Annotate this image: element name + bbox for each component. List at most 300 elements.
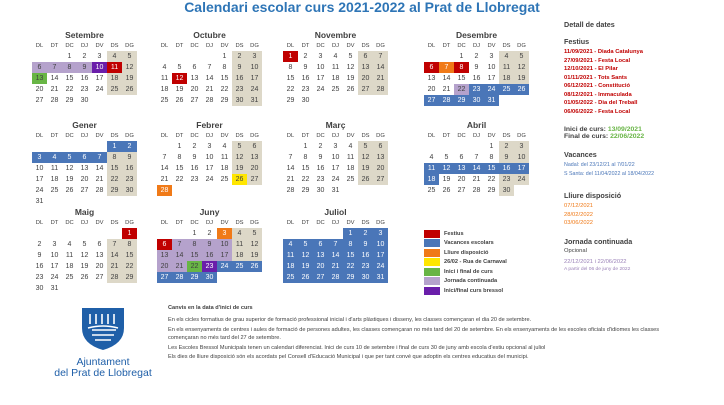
weekday-label: DJ bbox=[80, 133, 89, 139]
end-value: 22/06/2022 bbox=[610, 133, 645, 140]
week-row bbox=[424, 174, 529, 185]
day-cell: 24 bbox=[217, 261, 232, 272]
weekday-label: DV bbox=[95, 133, 104, 139]
day-cell: 13 bbox=[358, 62, 373, 73]
week-row bbox=[424, 163, 529, 174]
day-cell: 24 bbox=[35, 187, 44, 194]
day-cell: 5 bbox=[514, 51, 529, 62]
day-cell: 14 bbox=[442, 75, 451, 82]
day-cell: 23 bbox=[202, 261, 217, 272]
empty-cell bbox=[62, 283, 77, 294]
month-name: Juliol bbox=[324, 207, 347, 217]
day-cell: 11 bbox=[220, 154, 229, 161]
empty-cell bbox=[514, 95, 529, 106]
day-cell: 3 bbox=[32, 152, 47, 163]
week-row bbox=[283, 84, 388, 95]
day-cell: 17 bbox=[50, 263, 59, 270]
week-row bbox=[32, 95, 137, 106]
month-name: Setembre bbox=[65, 30, 104, 40]
week-row bbox=[157, 73, 262, 84]
day-cell: 1 bbox=[303, 143, 308, 150]
empty-cell bbox=[172, 51, 187, 62]
day-cell: 10 bbox=[514, 152, 529, 163]
day-cell: 5 bbox=[177, 64, 182, 71]
empty-cell bbox=[202, 51, 217, 62]
day-cell: 15 bbox=[122, 250, 137, 261]
month-7 bbox=[424, 120, 529, 196]
legend-label: Jornada continuada bbox=[444, 278, 498, 285]
weekday-label: DV bbox=[487, 133, 496, 139]
day-cell: 5 bbox=[82, 241, 87, 248]
weekday-label: DL bbox=[286, 220, 295, 226]
empty-cell bbox=[499, 95, 514, 106]
weekday-label: DS bbox=[361, 220, 370, 226]
month-name: Juny bbox=[199, 207, 220, 217]
weekday-label: DT bbox=[50, 133, 59, 139]
day-cell: 24 bbox=[247, 84, 262, 95]
continuous-day-heading: Jornada continuada bbox=[564, 236, 633, 246]
day-cell: 15 bbox=[301, 165, 310, 172]
week-row bbox=[32, 84, 137, 95]
week-row bbox=[157, 62, 262, 73]
day-cell: 30 bbox=[122, 185, 137, 196]
weekday-label: DV bbox=[95, 43, 104, 49]
day-cell: 19 bbox=[80, 263, 89, 270]
day-cell: 30 bbox=[358, 272, 373, 283]
day-cell: 18 bbox=[424, 174, 439, 185]
day-cell: 10 bbox=[92, 62, 107, 73]
weekday-label: DV bbox=[346, 220, 355, 226]
day-cell: 15 bbox=[484, 163, 499, 174]
day-cell: 2 bbox=[474, 53, 479, 60]
weekday-label: DT bbox=[175, 43, 184, 49]
day-cell: 25 bbox=[220, 176, 229, 183]
day-cell: 20 bbox=[247, 163, 262, 174]
day-cell: 30 bbox=[301, 97, 310, 104]
day-cell: 19 bbox=[175, 86, 184, 93]
weekday-label: DV bbox=[346, 133, 355, 139]
weekday-label: DL bbox=[35, 43, 44, 49]
weekday-label: DC bbox=[65, 133, 74, 139]
day-cell: 23 bbox=[190, 176, 199, 183]
weekday-label: DC bbox=[457, 43, 466, 49]
holiday-item: 06/06/2022 - Festa Local bbox=[564, 108, 631, 115]
day-cell: 30 bbox=[499, 185, 514, 196]
week-row bbox=[157, 261, 262, 272]
day-cell: 25 bbox=[65, 274, 74, 281]
day-cell: 20 bbox=[427, 86, 436, 93]
day-cell: 28 bbox=[50, 97, 59, 104]
empty-cell bbox=[424, 141, 439, 152]
day-cell: 4 bbox=[348, 143, 353, 150]
day-cell: 16 bbox=[122, 163, 137, 174]
day-cell: 1 bbox=[459, 53, 464, 60]
weekday-label: DL bbox=[35, 220, 44, 226]
month-name: Desembre bbox=[455, 30, 498, 40]
weekday-label: DC bbox=[316, 220, 325, 226]
day-cell: 12 bbox=[65, 165, 74, 172]
empty-cell bbox=[424, 51, 439, 62]
month-name: Maig bbox=[74, 207, 95, 217]
weekday-label: DJ bbox=[472, 133, 481, 139]
day-cell: 13 bbox=[373, 152, 388, 163]
day-cell: 9 bbox=[303, 64, 308, 71]
day-cell: 10 bbox=[247, 62, 262, 73]
day-cell: 3 bbox=[217, 228, 232, 239]
weekday-header bbox=[157, 131, 262, 141]
day-cell: 19 bbox=[65, 176, 74, 183]
empty-cell bbox=[217, 272, 232, 283]
day-cell: 25 bbox=[346, 176, 355, 183]
day-cell: 6 bbox=[97, 241, 102, 248]
week-row bbox=[157, 174, 262, 185]
day-cell: 27 bbox=[313, 272, 328, 283]
day-cell: 18 bbox=[107, 73, 122, 84]
day-cell: 1 bbox=[192, 230, 197, 237]
weekday-header bbox=[32, 218, 137, 228]
day-cell: 27 bbox=[190, 97, 199, 104]
weekday-label: DG bbox=[125, 43, 134, 49]
day-cell: 21 bbox=[95, 176, 104, 183]
day-cell: 30 bbox=[35, 285, 44, 292]
week-row bbox=[157, 185, 262, 196]
day-cell: 30 bbox=[202, 272, 217, 283]
day-cell: 23 bbox=[301, 86, 310, 93]
day-cell: 9 bbox=[318, 154, 323, 161]
holiday-item: 01/11/2021 - Tots Sants bbox=[564, 74, 628, 81]
weekday-label: DG bbox=[376, 220, 385, 226]
weekday-label: DL bbox=[160, 220, 169, 226]
empty-cell bbox=[122, 95, 137, 106]
day-cell: 2 bbox=[358, 228, 373, 239]
day-cell: 28 bbox=[439, 95, 454, 106]
weekday-label: DJ bbox=[205, 133, 214, 139]
day-cell: 19 bbox=[298, 261, 313, 272]
day-cell: 2 bbox=[37, 241, 42, 248]
day-cell: 8 bbox=[454, 62, 469, 73]
day-cell: 2 bbox=[318, 143, 323, 150]
day-cell: 17 bbox=[35, 176, 44, 183]
end-label: Final de curs: bbox=[564, 133, 609, 140]
day-cell: 19 bbox=[442, 176, 451, 183]
legend-swatch bbox=[424, 239, 440, 247]
week-row bbox=[424, 51, 529, 62]
empty-cell bbox=[373, 95, 388, 106]
weekday-label: DL bbox=[160, 43, 169, 49]
day-cell: 19 bbox=[346, 75, 355, 82]
weekday-label: DC bbox=[190, 43, 199, 49]
day-cell: 6 bbox=[32, 62, 47, 73]
empty-cell bbox=[92, 196, 107, 207]
coat-of-arms-icon bbox=[48, 304, 158, 352]
weekday-label: DV bbox=[346, 43, 355, 49]
day-cell: 10 bbox=[217, 239, 232, 250]
empty-cell bbox=[157, 228, 172, 239]
date-details-panel bbox=[564, 20, 724, 272]
day-cell: 6 bbox=[358, 51, 373, 62]
legend-item bbox=[424, 258, 554, 268]
week-row bbox=[157, 272, 262, 283]
day-cell: 14 bbox=[469, 163, 484, 174]
day-cell: 8 bbox=[303, 154, 308, 161]
holiday-item: 12/10/2021 - El Pilar bbox=[564, 66, 618, 72]
week-row bbox=[283, 261, 388, 272]
day-cell: 17 bbox=[487, 75, 496, 82]
day-cell: 3 bbox=[489, 53, 494, 60]
day-cell: 25 bbox=[107, 84, 122, 95]
week-row bbox=[32, 228, 137, 239]
day-cell: 7 bbox=[107, 239, 122, 250]
legend-label: 26/02 - Rua de Carnaval bbox=[444, 259, 507, 266]
day-cell: 22 bbox=[187, 261, 202, 272]
day-cell: 16 bbox=[358, 250, 373, 261]
week-row bbox=[283, 95, 388, 106]
day-cell: 16 bbox=[80, 75, 89, 82]
day-cell: 15 bbox=[343, 250, 358, 261]
day-cell: 15 bbox=[457, 75, 466, 82]
logo bbox=[48, 304, 158, 386]
day-cell: 4 bbox=[107, 51, 122, 62]
day-cell: 8 bbox=[177, 154, 182, 161]
month-3 bbox=[424, 30, 529, 106]
legend bbox=[424, 229, 554, 296]
day-cell: 17 bbox=[331, 165, 340, 172]
empty-cell bbox=[122, 283, 137, 294]
day-cell: 6 bbox=[424, 62, 439, 73]
weekday-label: DG bbox=[250, 220, 259, 226]
month-4 bbox=[32, 120, 137, 207]
weekday-label: DG bbox=[250, 43, 259, 49]
weekday-label: DG bbox=[517, 43, 526, 49]
week-row bbox=[32, 185, 137, 196]
day-cell: 6 bbox=[192, 64, 197, 71]
weekday-label: DS bbox=[502, 43, 511, 49]
day-cell: 20 bbox=[190, 86, 199, 93]
day-cell: 14 bbox=[172, 250, 187, 261]
legend-swatch bbox=[424, 258, 440, 266]
day-cell: 12 bbox=[298, 250, 313, 261]
day-cell: 27 bbox=[358, 84, 373, 95]
logo-line2: del Prat de Llobregat bbox=[54, 367, 152, 379]
day-cell: 24 bbox=[205, 176, 214, 183]
week-row bbox=[32, 141, 137, 152]
holidays-school-heading: Vacances bbox=[564, 150, 597, 159]
day-cell: 8 bbox=[288, 64, 293, 71]
empty-cell bbox=[313, 95, 328, 106]
day-cell: 9 bbox=[232, 62, 247, 73]
day-cell: 2 bbox=[192, 143, 197, 150]
month-name: Abril bbox=[466, 120, 487, 130]
empty-cell bbox=[454, 141, 469, 152]
day-cell: 5 bbox=[298, 239, 313, 250]
day-cell: 28 bbox=[157, 185, 172, 196]
empty-cell bbox=[107, 95, 122, 106]
weekday-label: DT bbox=[301, 133, 310, 139]
weekday-label: DL bbox=[286, 133, 295, 139]
legend-swatch bbox=[424, 268, 440, 276]
weekday-label: DG bbox=[376, 43, 385, 49]
day-cell: 18 bbox=[499, 73, 514, 84]
day-cell: 30 bbox=[469, 95, 484, 106]
day-cell: 9 bbox=[192, 154, 197, 161]
day-cell: 11 bbox=[283, 250, 298, 261]
day-cell: 14 bbox=[205, 75, 214, 82]
week-row bbox=[32, 196, 137, 207]
day-cell: 17 bbox=[316, 75, 325, 82]
day-cell: 24 bbox=[316, 86, 325, 93]
easter-dates: S Santa: del 11/04/2022 al 18/04/2022 bbox=[564, 171, 655, 177]
empty-cell bbox=[439, 51, 454, 62]
week-row bbox=[157, 250, 262, 261]
weekday-label: DL bbox=[286, 43, 295, 49]
day-cell: 23 bbox=[80, 86, 89, 93]
day-cell: 13 bbox=[247, 152, 262, 163]
weekday-label: DJ bbox=[80, 43, 89, 49]
day-cell: 16 bbox=[301, 75, 310, 82]
day-cell: 20 bbox=[80, 176, 89, 183]
day-cell: 27 bbox=[424, 95, 439, 106]
weekday-label: DL bbox=[35, 133, 44, 139]
empty-cell bbox=[92, 95, 107, 106]
day-cell: 3 bbox=[52, 241, 57, 248]
week-row bbox=[283, 51, 388, 62]
day-cell: 17 bbox=[247, 73, 262, 84]
day-cell: 13 bbox=[190, 75, 199, 82]
day-cell: 18 bbox=[220, 165, 229, 172]
day-cell: 1 bbox=[489, 143, 494, 150]
day-cell: 7 bbox=[474, 154, 479, 161]
free-day-item: 07/12/2021 bbox=[564, 203, 594, 209]
weekday-header bbox=[157, 218, 262, 228]
legend-label: Vacances escolars bbox=[444, 240, 494, 247]
day-cell: 5 bbox=[444, 154, 449, 161]
month-name: Octubre bbox=[193, 30, 226, 40]
empty-cell bbox=[32, 141, 47, 152]
day-cell: 19 bbox=[247, 250, 262, 261]
day-cell: 5 bbox=[232, 141, 247, 152]
day-cell: 3 bbox=[207, 143, 212, 150]
legend-swatch bbox=[424, 230, 440, 238]
day-cell: 23 bbox=[232, 84, 247, 95]
day-cell: 14 bbox=[50, 75, 59, 82]
empty-cell bbox=[47, 196, 62, 207]
week-row bbox=[32, 152, 137, 163]
week-row bbox=[283, 272, 388, 283]
weekday-label: DJ bbox=[331, 43, 340, 49]
day-cell: 13 bbox=[80, 165, 89, 172]
notes-heading: Canvis en la data d'inici de curs bbox=[168, 305, 253, 311]
day-cell: 30 bbox=[316, 187, 325, 194]
day-cell: 8 bbox=[187, 239, 202, 250]
day-cell: 1 bbox=[122, 228, 137, 239]
legend-item bbox=[424, 277, 554, 287]
day-cell: 17 bbox=[514, 163, 529, 174]
day-cell: 17 bbox=[205, 165, 214, 172]
day-cell: 29 bbox=[187, 272, 202, 283]
day-cell: 12 bbox=[172, 73, 187, 84]
course-end bbox=[564, 133, 724, 140]
day-cell: 22 bbox=[301, 176, 310, 183]
day-cell: 8 bbox=[489, 154, 494, 161]
day-cell: 7 bbox=[47, 62, 62, 73]
month-name: Novembre bbox=[314, 30, 357, 40]
week-row bbox=[424, 84, 529, 95]
day-cell: 1 bbox=[107, 141, 122, 152]
day-cell: 24 bbox=[484, 84, 499, 95]
note-1: En els cicles formatius de grau superior de formació professional inicial i d'arts plàstiques i disseny, les classes començaran el dia 20 de setembre. bbox=[168, 317, 532, 323]
day-cell: 20 bbox=[35, 86, 44, 93]
legend-label: Festius bbox=[444, 230, 464, 237]
month-8 bbox=[32, 207, 137, 294]
week-row bbox=[424, 73, 529, 84]
day-cell: 7 bbox=[328, 239, 343, 250]
day-cell: 31 bbox=[50, 285, 59, 292]
empty-cell bbox=[217, 185, 232, 196]
day-cell: 26 bbox=[232, 174, 247, 185]
empty-cell bbox=[92, 141, 107, 152]
day-cell: 22 bbox=[454, 84, 469, 95]
day-cell: 10 bbox=[487, 64, 496, 71]
christmas-dates: Nadal: del 23/12/21 al 7/01/22 bbox=[564, 162, 635, 168]
day-cell: 19 bbox=[358, 163, 373, 174]
legend-item bbox=[424, 267, 554, 277]
empty-cell bbox=[247, 272, 262, 283]
day-cell: 30 bbox=[232, 95, 247, 106]
empty-cell bbox=[343, 185, 358, 196]
weekday-label: DT bbox=[50, 220, 59, 226]
day-cell: 12 bbox=[122, 62, 137, 73]
day-cell: 11 bbox=[424, 163, 439, 174]
day-cell: 24 bbox=[95, 86, 104, 93]
empty-cell bbox=[107, 283, 122, 294]
week-row bbox=[32, 250, 137, 261]
day-cell: 9 bbox=[77, 62, 92, 73]
day-cell: 12 bbox=[439, 163, 454, 174]
weekday-label: DG bbox=[125, 220, 134, 226]
day-cell: 18 bbox=[232, 250, 247, 261]
day-cell: 12 bbox=[232, 152, 247, 163]
week-row bbox=[32, 283, 137, 294]
day-cell: 2 bbox=[232, 51, 247, 62]
day-cell: 7 bbox=[207, 64, 212, 71]
day-cell: 20 bbox=[313, 261, 328, 272]
week-row bbox=[32, 174, 137, 185]
weekday-label: DJ bbox=[472, 43, 481, 49]
day-cell: 11 bbox=[65, 252, 74, 259]
week-row bbox=[283, 239, 388, 250]
day-cell: 3 bbox=[514, 141, 529, 152]
day-cell: 26 bbox=[122, 84, 137, 95]
day-cell: 19 bbox=[122, 73, 137, 84]
weekday-label: DS bbox=[235, 133, 244, 139]
day-cell: 21 bbox=[172, 261, 187, 272]
day-cell: 21 bbox=[107, 261, 122, 272]
weekday-label: DJ bbox=[205, 220, 214, 226]
day-cell: 17 bbox=[95, 75, 104, 82]
weekday-header bbox=[157, 41, 262, 51]
day-cell: 9 bbox=[202, 239, 217, 250]
day-cell: 11 bbox=[50, 165, 59, 172]
day-cell: 6 bbox=[157, 239, 172, 250]
holiday-item: 06/12/2021 - Constitució bbox=[564, 83, 631, 89]
empty-cell bbox=[122, 196, 137, 207]
week-row bbox=[283, 185, 388, 196]
holiday-item: 11/09/2021 - Diada Catalunya bbox=[564, 49, 643, 55]
legend-swatch bbox=[424, 287, 440, 295]
day-cell: 21 bbox=[328, 261, 343, 272]
day-cell: 8 bbox=[222, 64, 227, 71]
day-cell: 22 bbox=[220, 86, 229, 93]
